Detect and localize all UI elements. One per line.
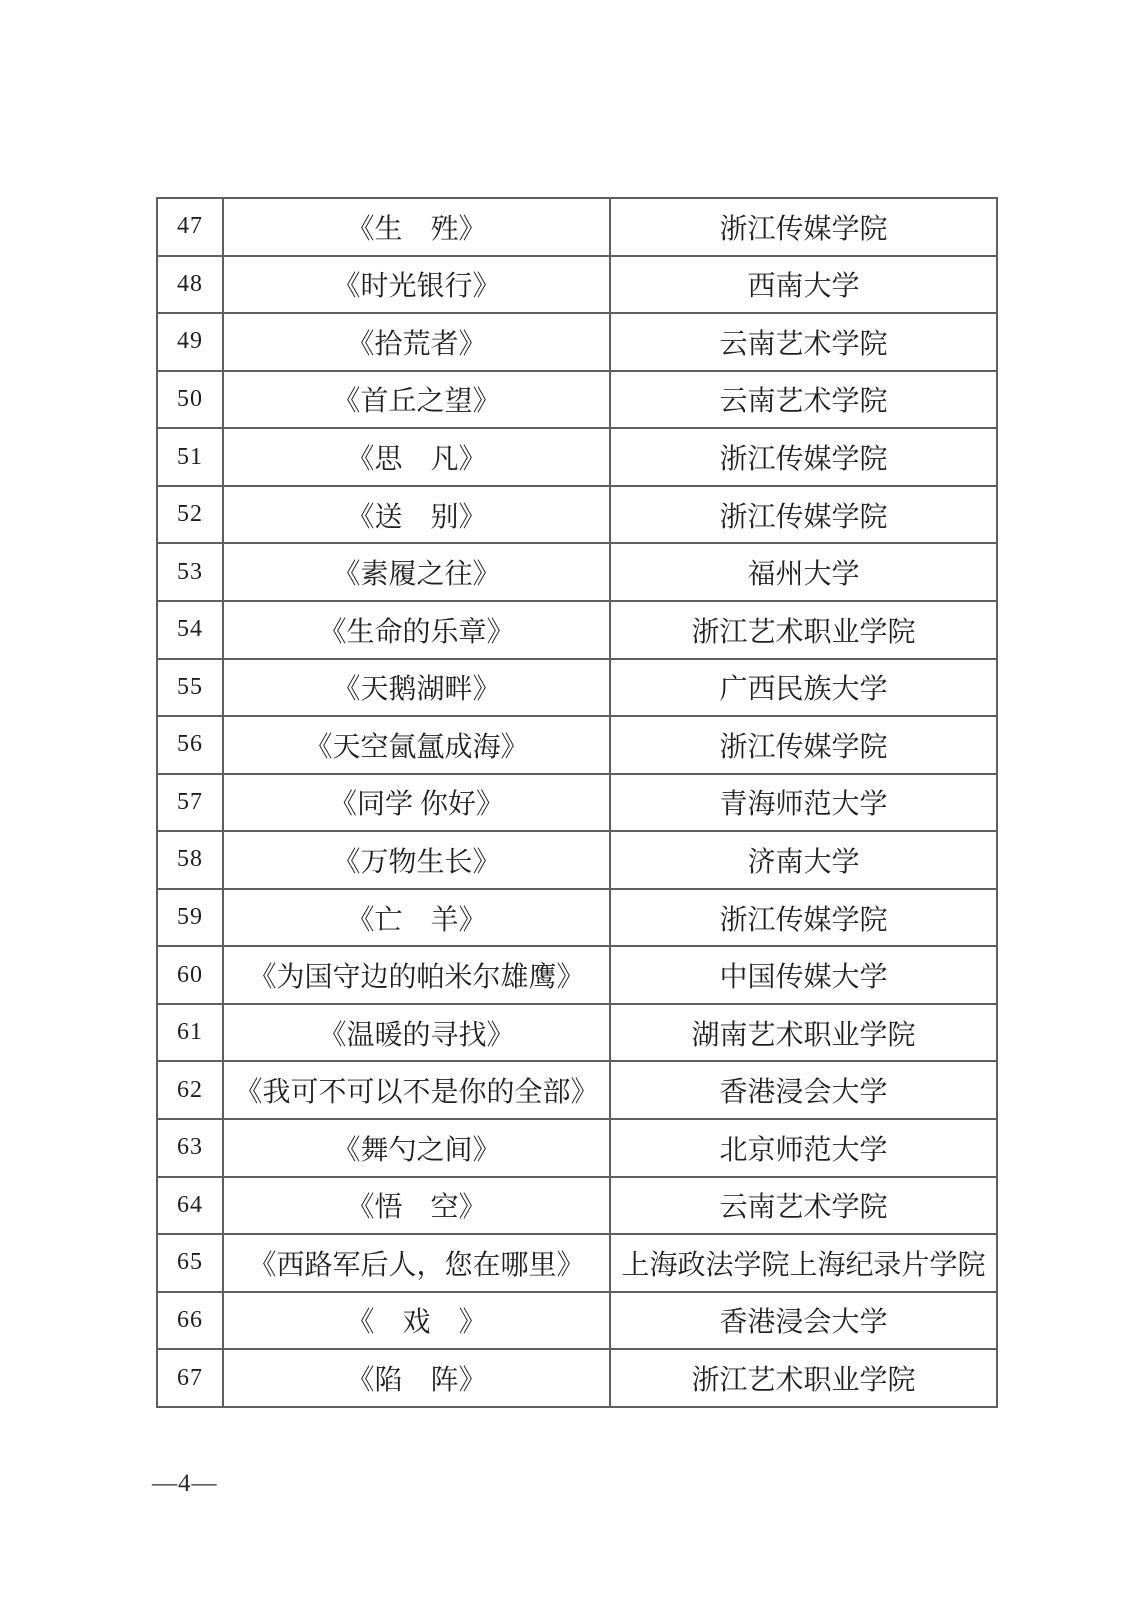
institution-cell: 浙江艺术职业学院	[610, 601, 997, 659]
table-row	[157, 198, 997, 256]
row-number-cell: 58	[157, 831, 223, 889]
row-number-cell: 52	[157, 486, 223, 544]
institution-cell: 香港浸会大学	[610, 1061, 997, 1119]
table-row	[157, 601, 997, 659]
institution-cell: 浙江艺术职业学院	[610, 1349, 997, 1407]
row-number-cell: 49	[157, 313, 223, 371]
row-number-cell: 62	[157, 1061, 223, 1119]
work-title-cell: 《首丘之望》	[223, 371, 610, 429]
row-number-cell: 55	[157, 659, 223, 717]
row-number-cell: 67	[157, 1349, 223, 1407]
row-number-cell: 48	[157, 256, 223, 314]
institution-cell: 上海政法学院上海纪录片学院	[610, 1234, 997, 1292]
table-row	[157, 486, 997, 544]
work-title-cell: 《悟 空》	[223, 1177, 610, 1235]
table-row	[157, 256, 997, 314]
work-title-cell: 《西路军后人，您在哪里》	[223, 1234, 610, 1292]
table-row	[157, 1234, 997, 1292]
table-row	[157, 1119, 997, 1177]
row-number-cell: 54	[157, 601, 223, 659]
work-title-cell: 《生 殅》	[223, 198, 610, 256]
work-title-cell: 《拾荒者》	[223, 313, 610, 371]
work-title-cell: 《 戏 》	[223, 1292, 610, 1350]
table-row	[157, 1004, 997, 1062]
table-row	[157, 543, 997, 601]
institution-cell: 青海师范大学	[610, 774, 997, 832]
table-row	[157, 831, 997, 889]
institution-cell: 福州大学	[610, 543, 997, 601]
institution-cell: 中国传媒大学	[610, 946, 997, 1004]
table-row	[157, 1349, 997, 1407]
institution-cell: 云南艺术学院	[610, 371, 997, 429]
work-title-cell: 《舞勺之间》	[223, 1119, 610, 1177]
table-row	[157, 716, 997, 774]
row-number-cell: 56	[157, 716, 223, 774]
institution-cell: 湖南艺术职业学院	[610, 1004, 997, 1062]
table-row	[157, 371, 997, 429]
row-number-cell: 59	[157, 889, 223, 947]
row-number-cell: 57	[157, 774, 223, 832]
table-row	[157, 889, 997, 947]
row-number-cell: 63	[157, 1119, 223, 1177]
row-number-cell: 64	[157, 1177, 223, 1235]
institution-cell: 云南艺术学院	[610, 1177, 997, 1235]
row-number-cell: 65	[157, 1234, 223, 1292]
table-row	[157, 774, 997, 832]
work-title-cell: 《亡 羊》	[223, 889, 610, 947]
work-title-cell: 《生命的乐章》	[223, 601, 610, 659]
work-title-cell: 《时光银行》	[223, 256, 610, 314]
institution-cell: 济南大学	[610, 831, 997, 889]
table-row	[157, 313, 997, 371]
work-title-cell: 《陷 阵》	[223, 1349, 610, 1407]
work-title-cell: 《温暖的寻找》	[223, 1004, 610, 1062]
institution-cell: 浙江传媒学院	[610, 428, 997, 486]
works-table-body	[157, 198, 997, 1407]
row-number-cell: 66	[157, 1292, 223, 1350]
page-number: —4—	[152, 1470, 218, 1497]
work-title-cell: 《我可不可以不是你的全部》	[223, 1061, 610, 1119]
institution-cell: 西南大学	[610, 256, 997, 314]
institution-cell: 广西民族大学	[610, 659, 997, 717]
work-title-cell: 《同学 你好》	[223, 774, 610, 832]
institution-cell: 云南艺术学院	[610, 313, 997, 371]
institution-cell: 北京师范大学	[610, 1119, 997, 1177]
row-number-cell: 60	[157, 946, 223, 1004]
work-title-cell: 《思 凡》	[223, 428, 610, 486]
work-title-cell: 《素履之往》	[223, 543, 610, 601]
table-row	[157, 428, 997, 486]
institution-cell: 香港浸会大学	[610, 1292, 997, 1350]
row-number-cell: 51	[157, 428, 223, 486]
work-title-cell: 《送 别》	[223, 486, 610, 544]
row-number-cell: 47	[157, 198, 223, 256]
works-table	[156, 197, 998, 1408]
row-number-cell: 61	[157, 1004, 223, 1062]
row-number-cell: 53	[157, 543, 223, 601]
work-title-cell: 《天鹅湖畔》	[223, 659, 610, 717]
institution-cell: 浙江传媒学院	[610, 198, 997, 256]
work-title-cell: 《天空氤氲成海》	[223, 716, 610, 774]
institution-cell: 浙江传媒学院	[610, 716, 997, 774]
table-row	[157, 659, 997, 717]
table-row	[157, 1177, 997, 1235]
institution-cell: 浙江传媒学院	[610, 889, 997, 947]
work-title-cell: 《为国守边的帕米尔雄鹰》	[223, 946, 610, 1004]
table-row	[157, 946, 997, 1004]
table-row	[157, 1061, 997, 1119]
institution-cell: 浙江传媒学院	[610, 486, 997, 544]
work-title-cell: 《万物生长》	[223, 831, 610, 889]
table-row	[157, 1292, 997, 1350]
row-number-cell: 50	[157, 371, 223, 429]
